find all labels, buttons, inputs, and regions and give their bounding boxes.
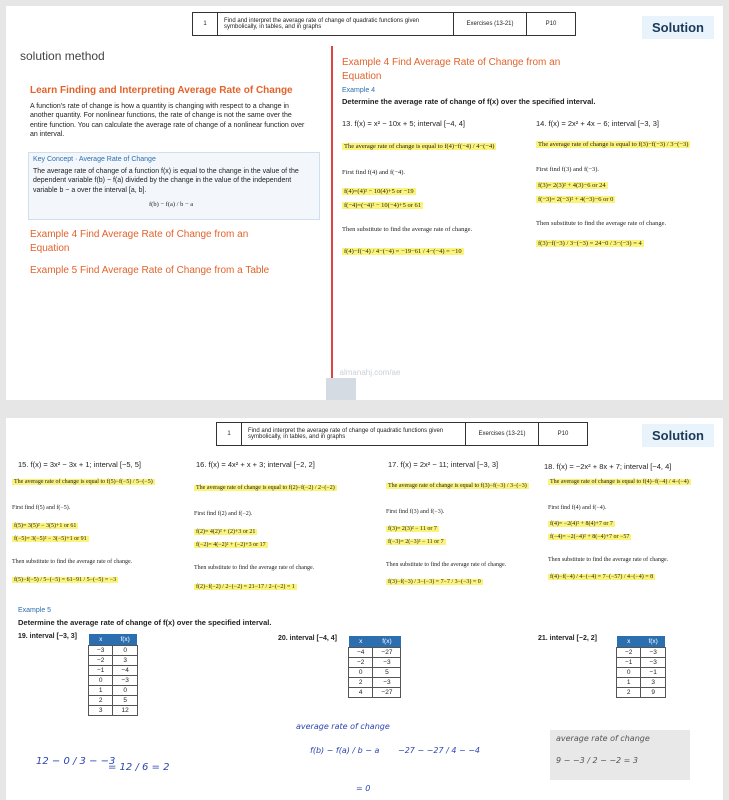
cell-x: 4	[349, 688, 373, 698]
problem-16-line5: Then substitute to find the average rate of change.	[194, 565, 315, 571]
solution-method-label: solution method	[20, 49, 105, 63]
cell-x: 0	[617, 668, 641, 678]
problem-19-handwritten-1: 12 − 0 / 3 − −3	[36, 756, 116, 767]
header-page-2: P10	[557, 431, 569, 437]
header-description-2: Find and interpret the average rate of change of quadratic functions given symbolically, in tables, and in graphs	[242, 423, 466, 445]
table-row	[349, 648, 401, 658]
problem-18-line2: First find f(4) and f(−4).	[548, 505, 607, 511]
cell-fx: 0	[113, 686, 137, 696]
problem-16-line1: The average rate of change is equal to f(2)−f(−2) / 2−(−2)	[196, 485, 335, 491]
problem-20-table	[348, 636, 401, 698]
problem-17-line5: Then substitute to find the average rate of change.	[386, 562, 507, 568]
example5-label: Example 5	[18, 607, 52, 614]
cell-x: 3	[89, 706, 113, 716]
problem-16-line2: First find f(2) and f(−2).	[194, 511, 253, 517]
problem-16-line3: f(2)= 4(2)² + (2)+3 or 21	[196, 529, 256, 535]
header-table	[192, 12, 576, 36]
problem-18-line4: f(−4)= −2(−4)² + 8(−4)+7 or −57	[550, 534, 630, 540]
table-header-x: x	[349, 636, 373, 648]
problem-17-prompt: 17. f(x) = 2x² − 11; interval [−3, 3]	[388, 460, 499, 469]
table-row	[349, 688, 401, 698]
table-header-fx: f(x)	[373, 636, 401, 648]
key-concept-formula: f(b) − f(a) / b − a	[149, 201, 194, 208]
problem-13-line5: Then substitute to find the average rate of change.	[342, 226, 473, 233]
problem-14-line4: f(−3)= 2(−3)² + 4(−3)−6 or 0	[538, 196, 614, 203]
cell-fx: −3	[641, 648, 665, 658]
watermark-text: almanahj.com/ae	[339, 368, 401, 377]
cell-x: −2	[89, 656, 113, 666]
watermark-logo	[326, 378, 356, 400]
cell-fx: 0	[113, 646, 137, 656]
cell-x: −4	[349, 648, 373, 658]
problem-15-line6: f(5)−f(−5) / 5−(−5) = 61−91 / 5−(−5) = −3	[14, 577, 117, 583]
problem-14-line6: f(3)−f(−3) / 3−(−3) = 24−0 / 3−(−3) = 4	[538, 240, 642, 247]
problem-13-line4: f(−4)=(−4)² − 10(−4)+5 or 61	[344, 202, 422, 209]
cell-x: −2	[617, 648, 641, 658]
problem-13-line1: The average rate of change is equal to f(4)−f(−4) / 4−(−4)	[344, 143, 495, 150]
table-header-fx: f(x)	[641, 636, 665, 648]
cell-x: 2	[89, 696, 113, 706]
problem-18-line1: The average rate of change is equal to f(4)−f(−4) / 4−(−4)	[550, 479, 689, 485]
cell-fx: −4	[113, 666, 137, 676]
problem-19-table	[88, 634, 138, 716]
table-row	[617, 668, 666, 678]
cell-x: 2	[617, 688, 641, 698]
table-row	[617, 648, 666, 658]
column-divider	[331, 46, 333, 386]
header-number: 1	[193, 13, 218, 35]
learn-text: A function's rate of change is how a quantity is changing with respect to a change in another quantity. For nonlinear functions, the rate of change is not the same over the entire function. You can calculate the average rate of change of a nonlinear function over an interval.	[30, 103, 305, 139]
problem-14-prompt: 14. f(x) = 2x² + 4x − 6; interval [−3, 3]	[536, 119, 659, 128]
cell-x: 2	[349, 678, 373, 688]
problem-21-table	[616, 636, 666, 698]
problem-17-line2: First find f(3) and f(−3).	[386, 509, 445, 515]
problem-15-line5: Then substitute to find the average rate of change.	[12, 559, 133, 565]
cell-x: −1	[617, 658, 641, 668]
problem-15-line3: f(5)= 3(5)² − 3(5)+1 or 61	[14, 523, 77, 529]
problem-18-line6: f(4)−f(−4) / 4−(−4) = 7−(−57) / 4−(−4) = 8	[550, 574, 654, 580]
header-page: P10	[545, 21, 557, 27]
cell-fx: 3	[641, 678, 665, 688]
problem-20-handwritten-3: −27 − −27 / 4 − −4	[398, 746, 481, 755]
problem-17-line1: The average rate of change is equal to f(3)−f(−3) / 3−(−3)	[388, 483, 527, 489]
header-description: Find and interpret the average rate of change of quadratic functions given symbolically, in tables, and in graphs	[218, 13, 454, 35]
table-row	[617, 658, 666, 668]
problem-17-line4: f(−3)= 2(−3)² − 11 or 7	[388, 539, 444, 545]
problem-16-prompt: 16. f(x) = 4x² + x + 3; interval [−2, 2]	[196, 460, 315, 469]
cell-x: 0	[89, 676, 113, 686]
problem-18-line3: f(4)= −2(4)² + 8(4)+7 or 7	[550, 521, 613, 527]
problem-20-handwritten-2: f(b) − f(a) / b − a	[310, 746, 380, 755]
problem-18-prompt: 18. f(x) = −2x² + 8x + 7; interval [−4, 4]	[544, 462, 672, 471]
problem-13-prompt: 13. f(x) = x² − 10x + 5; interval [−4, 4]	[342, 119, 465, 128]
cell-fx: 3	[113, 656, 137, 666]
worksheet-page-1	[6, 6, 723, 400]
problem-21-handwritten-2: 9 − −3 / 2 − −2 = 3	[556, 756, 639, 765]
table-row	[349, 658, 401, 668]
key-concept-box	[28, 152, 320, 220]
problem-21-prompt: 21. interval [−2, 2]	[538, 635, 597, 642]
example4-label: Example 4	[342, 87, 376, 94]
example5-left-title: Example 5 Find Average Rate of Change from a Table	[30, 265, 270, 276]
header-exercises: Exercises (13-21)	[454, 13, 527, 35]
table-row	[349, 678, 401, 688]
table-row	[89, 646, 138, 656]
table-row	[349, 668, 401, 678]
header-number-2: 1	[217, 423, 242, 445]
problem-13-line3: f(4)=(4)² − 10(4)+5 or −19	[344, 188, 414, 195]
cell-fx: −1	[641, 668, 665, 678]
problem-15-line2: First find f(5) and f(−5).	[12, 505, 71, 511]
cell-fx: −27	[373, 688, 401, 698]
problem-19-prompt: 19. interval [−3, 3]	[18, 633, 77, 640]
problem-14-line2: First find f(3) and f(−3).	[536, 166, 600, 173]
table-row	[617, 678, 666, 688]
cell-x: 1	[617, 678, 641, 688]
table-row	[617, 688, 666, 698]
cell-x: 1	[89, 686, 113, 696]
table-header-x: x	[89, 634, 113, 646]
header-table-2	[216, 422, 588, 446]
problem-14-line3: f(3)= 2(3)² + 4(3)−6 or 24	[538, 182, 606, 189]
problem-15-line1: The average rate of change is equal to f(5)−f(−5) / 5−(−5)	[14, 479, 153, 485]
cell-fx: 12	[113, 706, 137, 716]
cell-fx: −27	[373, 648, 401, 658]
problem-17-line6: f(3)−f(−3) / 3−(−3) = 7−7 / 3−(−3) = 0	[388, 579, 481, 585]
solution-badge-2: Solution	[642, 424, 714, 447]
cell-fx: −3	[641, 658, 665, 668]
problem-13-line2: First find f(4) and f(−4).	[342, 169, 406, 176]
example4-instruction: Determine the average rate of change of f(x) over the specified interval.	[342, 97, 596, 106]
problem-19-handwritten-2: = 12 / 6 = 2	[108, 762, 170, 773]
table-row	[89, 686, 138, 696]
problem-13-line6: f(4)−f(−4) / 4−(−4) = −19−61 / 4−(−4) = −10	[344, 248, 462, 255]
cell-x: 0	[349, 668, 373, 678]
problem-15-prompt: 15. f(x) = 3x² − 3x + 1; interval [−5, 5]	[18, 460, 141, 469]
table-row	[89, 656, 138, 666]
example4-left-title: Example 4 Find Average Rate of Change from an Equation	[30, 229, 249, 254]
problem-20-prompt: 20. interval [−4, 4]	[278, 635, 337, 642]
cell-fx: 9	[641, 688, 665, 698]
problem-20-handwritten-1: average rate of change	[296, 722, 390, 731]
learn-title: Learn Finding and Interpreting Average Rate of Change	[30, 85, 293, 96]
cell-fx: 5	[373, 668, 401, 678]
example4-right-title: Example 4 Find Average Rate of Change from an Equation	[342, 57, 561, 82]
problem-16-line4: f(−2)= 4(−2)² + (−2)+3 or 17	[196, 542, 266, 548]
table-row	[89, 696, 138, 706]
cell-x: −1	[89, 666, 113, 676]
table-header-fx: f(x)	[113, 634, 137, 646]
problem-21-handwritten-note	[550, 730, 690, 780]
table-header-x: x	[617, 636, 641, 648]
problem-14-line1: The average rate of change is equal to f(3)−f(−3) / 3−(−3)	[538, 141, 689, 148]
key-concept-title: Key Concept · Average Rate of Change	[33, 156, 156, 163]
cell-x: −3	[89, 646, 113, 656]
cell-fx: −3	[373, 678, 401, 688]
worksheet-page-2	[6, 418, 723, 800]
cell-x: −2	[349, 658, 373, 668]
problem-20-handwritten-4: = 0	[356, 784, 371, 793]
solution-badge: Solution	[642, 16, 714, 39]
example5-instruction: Determine the average rate of change of f(x) over the specified interval.	[18, 618, 272, 627]
cell-fx: −3	[113, 676, 137, 686]
problem-15-line4: f(−5)= 3(−5)² − 3(−5)+1 or 91	[14, 536, 87, 542]
problem-17-line3: f(3)= 2(3)² − 11 or 7	[388, 526, 437, 532]
table-row	[89, 676, 138, 686]
table-row	[89, 706, 138, 716]
key-concept-text: The average rate of change of a function f(x) is equal to the change in the value of the dependent variable f(b) − f(a) divided by the change in the value of the independent variable b − a over the interval [a, b].	[33, 168, 299, 194]
problem-18-line5: Then substitute to find the average rate of change.	[548, 557, 669, 563]
problem-16-line6: f(2)−f(−2) / 2−(−2) = 21−17 / 2−(−2) = 1	[196, 584, 295, 590]
problem-21-handwritten-1: average rate of change	[556, 734, 650, 743]
header-exercises-2: Exercises (13-21)	[466, 423, 539, 445]
problem-14-line5: Then substitute to find the average rate of change.	[536, 220, 667, 227]
cell-fx: 5	[113, 696, 137, 706]
table-row	[89, 666, 138, 676]
cell-fx: −3	[373, 658, 401, 668]
